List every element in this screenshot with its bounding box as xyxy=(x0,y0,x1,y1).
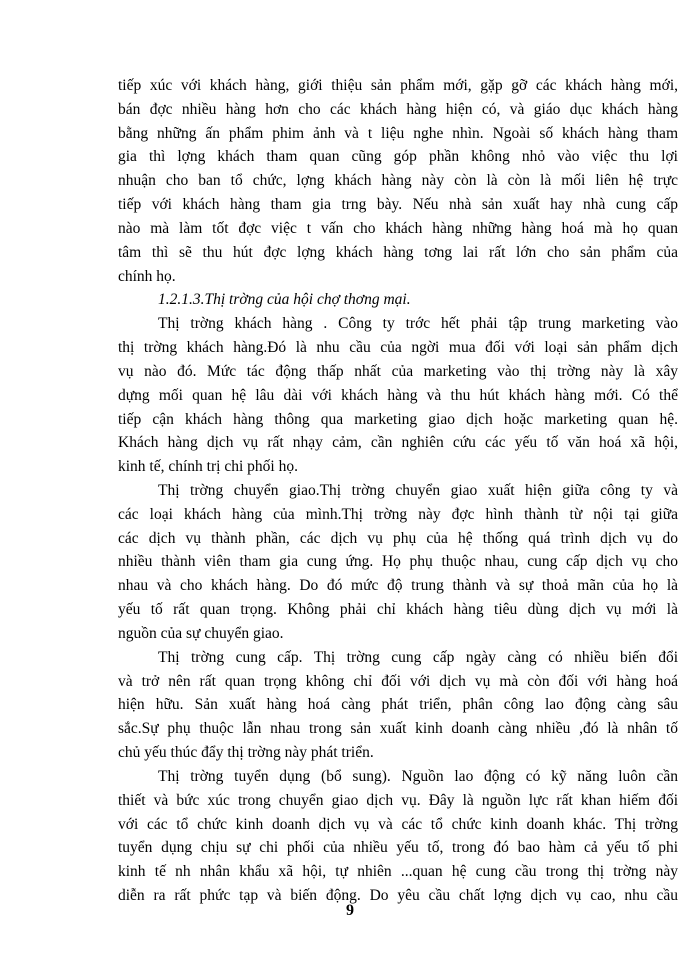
paragraph-first-line: Thị trờng chuyển giao.Thị trờng chuyển giao xuất hiện giữa công ty và xyxy=(158,482,678,499)
paragraph-first-line: Thị trờng cung cấp. Thị trờng cung cấp ngày càng có nhiều biến đổi xyxy=(158,649,678,666)
paragraph-first-line: Thị trờng khách hàng . Công ty trớc hết phải tập trung marketing vào xyxy=(158,315,678,332)
body-text-line: thiết và bức xúc trong chuyển giao dịch vụ. Đây là nguồn lực rất khan hiếm đối xyxy=(118,792,678,809)
body-text-line: chủ yếu thúc đẩy thị trờng này phát triển. xyxy=(118,744,374,761)
body-text-line: kinh tế, chính trị chi phối họ. xyxy=(118,458,298,475)
body-text-line: và trở nên rất quan trọng không chỉ đối với dịch vụ mà còn đối với hàng hoá xyxy=(118,673,678,690)
paragraph-first-line: Thị trờng tuyển dụng (bổ sung). Nguồn lao động có kỹ năng luôn cần xyxy=(158,768,678,785)
body-text-line: vụ nào đó. Mức tác động thấp nhất của marketing vào thị trờng này là xây xyxy=(118,363,678,380)
body-text-line: dựng mối quan hệ lâu dài với khách hàng và thu hút khách hàng mới. Có thể xyxy=(118,387,678,404)
body-text-line: các dịch vụ thành phần, các dịch vụ phụ của hệ thống quá trình dịch vụ do xyxy=(118,530,678,547)
body-text-line: nào mà làm tốt đợc việc t vấn cho khách hàng những hàng hoá mà họ quan xyxy=(118,220,678,237)
body-text-line: nguồn của sự chuyển giao. xyxy=(118,625,284,642)
body-text-line: hiện hữu. Sản xuất hàng hoá càng phát triển, phân công lao động càng sâu xyxy=(118,696,678,713)
body-text-line: diễn ra rất phức tạp và biến động. Do yêu cầu chất lợng dịch vụ cao, nhu cầu xyxy=(118,887,678,904)
body-text-line: Khách hàng dịch vụ rất nhạy cảm, cần nghiên cứu các yếu tố văn hoá xã hội, xyxy=(118,434,678,451)
body-text-line: chính họ. xyxy=(118,268,176,285)
body-text-line: tâm thì sẽ thu hút đợc lợng khách hàng tơng lai rất lớn cho sản phẩm của xyxy=(118,244,678,261)
body-text-line: kinh tế nh nhân khẩu xã hội, tự nhiên ...quan hệ cung cầu trong thị trờng này xyxy=(118,863,678,880)
body-text-line: bán đợc nhiều hàng hơn cho các khách hàng hiện có, và giáo dục khách hàng xyxy=(118,101,678,118)
body-text-line: với các tổ chức kinh doanh dịch vụ và các tổ chức kinh doanh khác. Thị trờng xyxy=(118,816,678,833)
page-number: 9 xyxy=(346,902,354,919)
body-text-line: tuyển dụng chịu sự chi phối của nhiều yếu tố, trong đó bao hàm cả yếu tố phi xyxy=(118,839,678,856)
body-text-line: tiếp xúc với khách hàng, giới thiệu sản phẩm mới, gặp gỡ các khách hàng mới, xyxy=(118,77,678,94)
body-text-line: tiếp cận khách hàng thông qua marketing giao dịch hoặc marketing quan hệ. xyxy=(118,411,678,428)
body-text-line: sắc.Sự phụ thuộc lẫn nhau trong sản xuất kinh doanh càng nhiều ,đó là nhân tố xyxy=(118,720,678,737)
body-text-line: bằng những ấn phẩm phim ảnh và t liệu nghe nhìn. Ngoài số khách hàng tham xyxy=(118,125,678,142)
body-text-line: gia thì lợng khách tham quan cũng góp phần không nhỏ vào việc thu lợi xyxy=(118,148,678,165)
body-text-line: thị trờng khách hàng.Đó là nhu cầu của ngời mua đối với loại sản phẩm dịch xyxy=(118,339,678,356)
body-text-line: nhiều thành viên tham gia cung ứng. Họ phụ thuộc nhau, cung cấp dịch vụ cho xyxy=(118,553,678,570)
body-text-line: yếu tố rất quan trọng. Không phải chỉ khách hàng tiêu dùng dịch vụ mới là xyxy=(118,601,678,618)
section-heading: 1.2.1.3.Thị trờng của hội chợ thơng mại. xyxy=(158,291,411,308)
body-text-line: các loại khách hàng của mình.Thị trờng này đợc hình thành từ nội tại giữa xyxy=(118,506,678,523)
body-text-line: nhuận cho ban tổ chức, lợng khách hàng này còn là còn là mối liên hệ trực xyxy=(118,172,678,189)
body-text-line: nhau và cho khách hàng. Do đó mức độ trung thành và sự thoả mãn của họ là xyxy=(118,577,678,594)
body-text-line: tiếp với khách hàng tham gia trng bày. Nếu nhà sản xuất hay nhà cung cấp xyxy=(118,196,678,213)
